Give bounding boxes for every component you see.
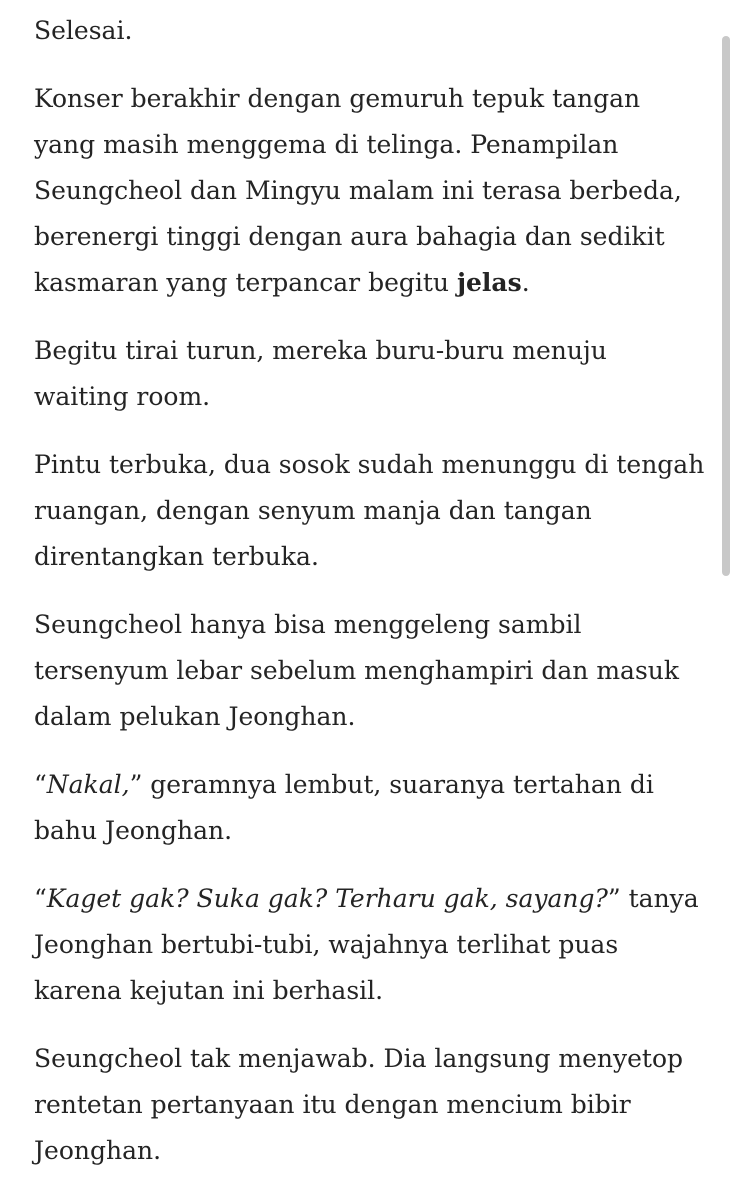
paragraph	[34, 876, 706, 1014]
paragraph: Seungcheol hanya bisa menggeleng sambil tersenyum lebar sebelum menghampiri dan masuk dalam pelukan Jeonghan.	[34, 610, 680, 731]
bold-text: jelas	[456, 268, 522, 297]
italic-dialogue: Nakal,	[46, 770, 130, 799]
paragraph: Begitu tirai turun, mereka buru-buru menuju waiting room.	[34, 336, 607, 411]
paragraph-text: .	[521, 268, 530, 297]
paragraph-text: tanya Jeonghan bertubi-tubi, wajahnya terlihat puas karena kejutan ini berhasil.	[34, 884, 699, 1005]
scrollbar[interactable]	[722, 36, 730, 576]
article-body	[34, 0, 706, 1174]
italic-dialogue: Kaget gak? Suka gak? Terharu gak, sayang?	[46, 884, 608, 913]
paragraph: Pintu terbuka, dua sosok sudah menunggu di tengah ruangan, dengan senyum manja dan tangan direntangkan terbuka.	[34, 450, 705, 571]
close-quote: ”	[129, 770, 143, 799]
paragraph: Seungcheol tak menjawab. Dia langsung menyetop rentetan pertanyaan itu dengan mencium bibir Jeonghan.	[34, 1044, 684, 1165]
paragraph: Selesai.	[34, 16, 133, 45]
open-quote: “	[34, 884, 47, 913]
close-quote: ”	[607, 884, 621, 913]
open-quote: “	[34, 770, 47, 799]
paragraph	[34, 762, 706, 854]
paragraph	[34, 76, 706, 306]
paragraph-text: Konser berakhir dengan gemuruh tepuk tangan yang masih menggema di telinga. Penampilan Seungcheol dan Mingyu malam ini terasa berbeda, berenergi tinggi dengan aura bahagia dan sedikit kasmaran yang terpancar begitu	[34, 84, 682, 297]
paragraph-text: geramnya lembut, suaranya tertahan di bahu Jeonghan.	[34, 770, 654, 845]
